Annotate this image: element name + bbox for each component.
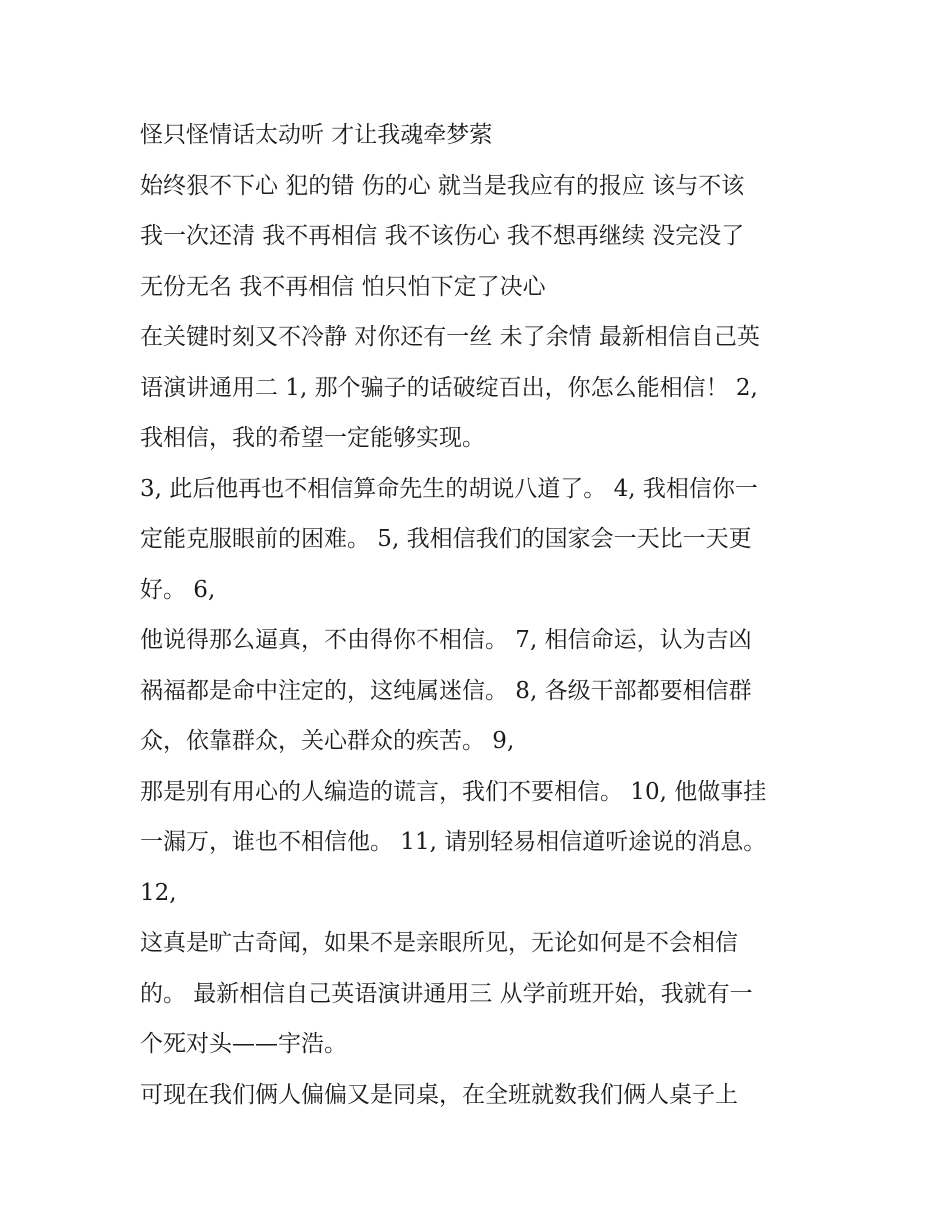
text-line: 他说得那么逼真，不由得你不相信。 7, 相信命运，认为吉凶 — [140, 627, 752, 653]
text-line: 3, 此后他再也不相信算命先生的胡说八道了。 4, 我相信你一 — [140, 475, 758, 502]
text-line: 好。 6, — [140, 576, 216, 603]
text-line: 的。 最新相信自己英语演讲通用三 从学前班开始，我就有一 — [140, 980, 753, 1007]
text-line: 个死对头——宇浩。 — [140, 1031, 347, 1057]
text-line: 始终狠不下心 犯的错 伤的心 就当是我应有的报应 该与不该 — [140, 172, 745, 199]
text-line: 在关键时刻又不冷静 对你还有一丝 未了余情 最新相信自己英 — [140, 324, 760, 350]
text-line: 我一次还清 我不再相信 我不该伤心 我不想再继续 没完没了 — [140, 223, 745, 249]
text-line: 那是别有用心的人编造的谎言，我们不要相信。 10, 他做事挂 — [140, 778, 767, 805]
text-line: 这真是旷古奇闻，如果不是亲眼所见，无论如何是不会相信 — [140, 930, 738, 956]
document-body — [140, 110, 820, 1120]
text-line: 可现在我们俩人偏偏又是同桌，在全班就数我们俩人桌子上 — [140, 1081, 738, 1108]
text-line: 无份无名 我不再相信 怕只怕下定了决心 — [140, 273, 546, 300]
text-line: 定能克服眼前的困难。 5, 我相信我们的国家会一天比一天更 — [140, 526, 752, 552]
text-line: 12, — [140, 879, 177, 906]
text-line: 怪只怪情话太动听 才让我魂牵梦萦 — [140, 122, 493, 148]
text-line: 众，依靠群众，关心群众的疾苦。 9, — [140, 728, 515, 754]
text-line: 我相信，我的希望一定能够实现。 — [140, 425, 485, 451]
text-line: 语演讲通用二 1, 那个骗子的话破绽百出，你怎么能相信！ 2, — [140, 374, 758, 401]
text-line: 祸福都是命中注定的，这纯属迷信。 8, 各级干部都要相信群 — [140, 677, 752, 704]
text-line: 一漏万，谁也不相信他。 11, 请别轻易相信道听途说的消息。 — [140, 829, 767, 855]
